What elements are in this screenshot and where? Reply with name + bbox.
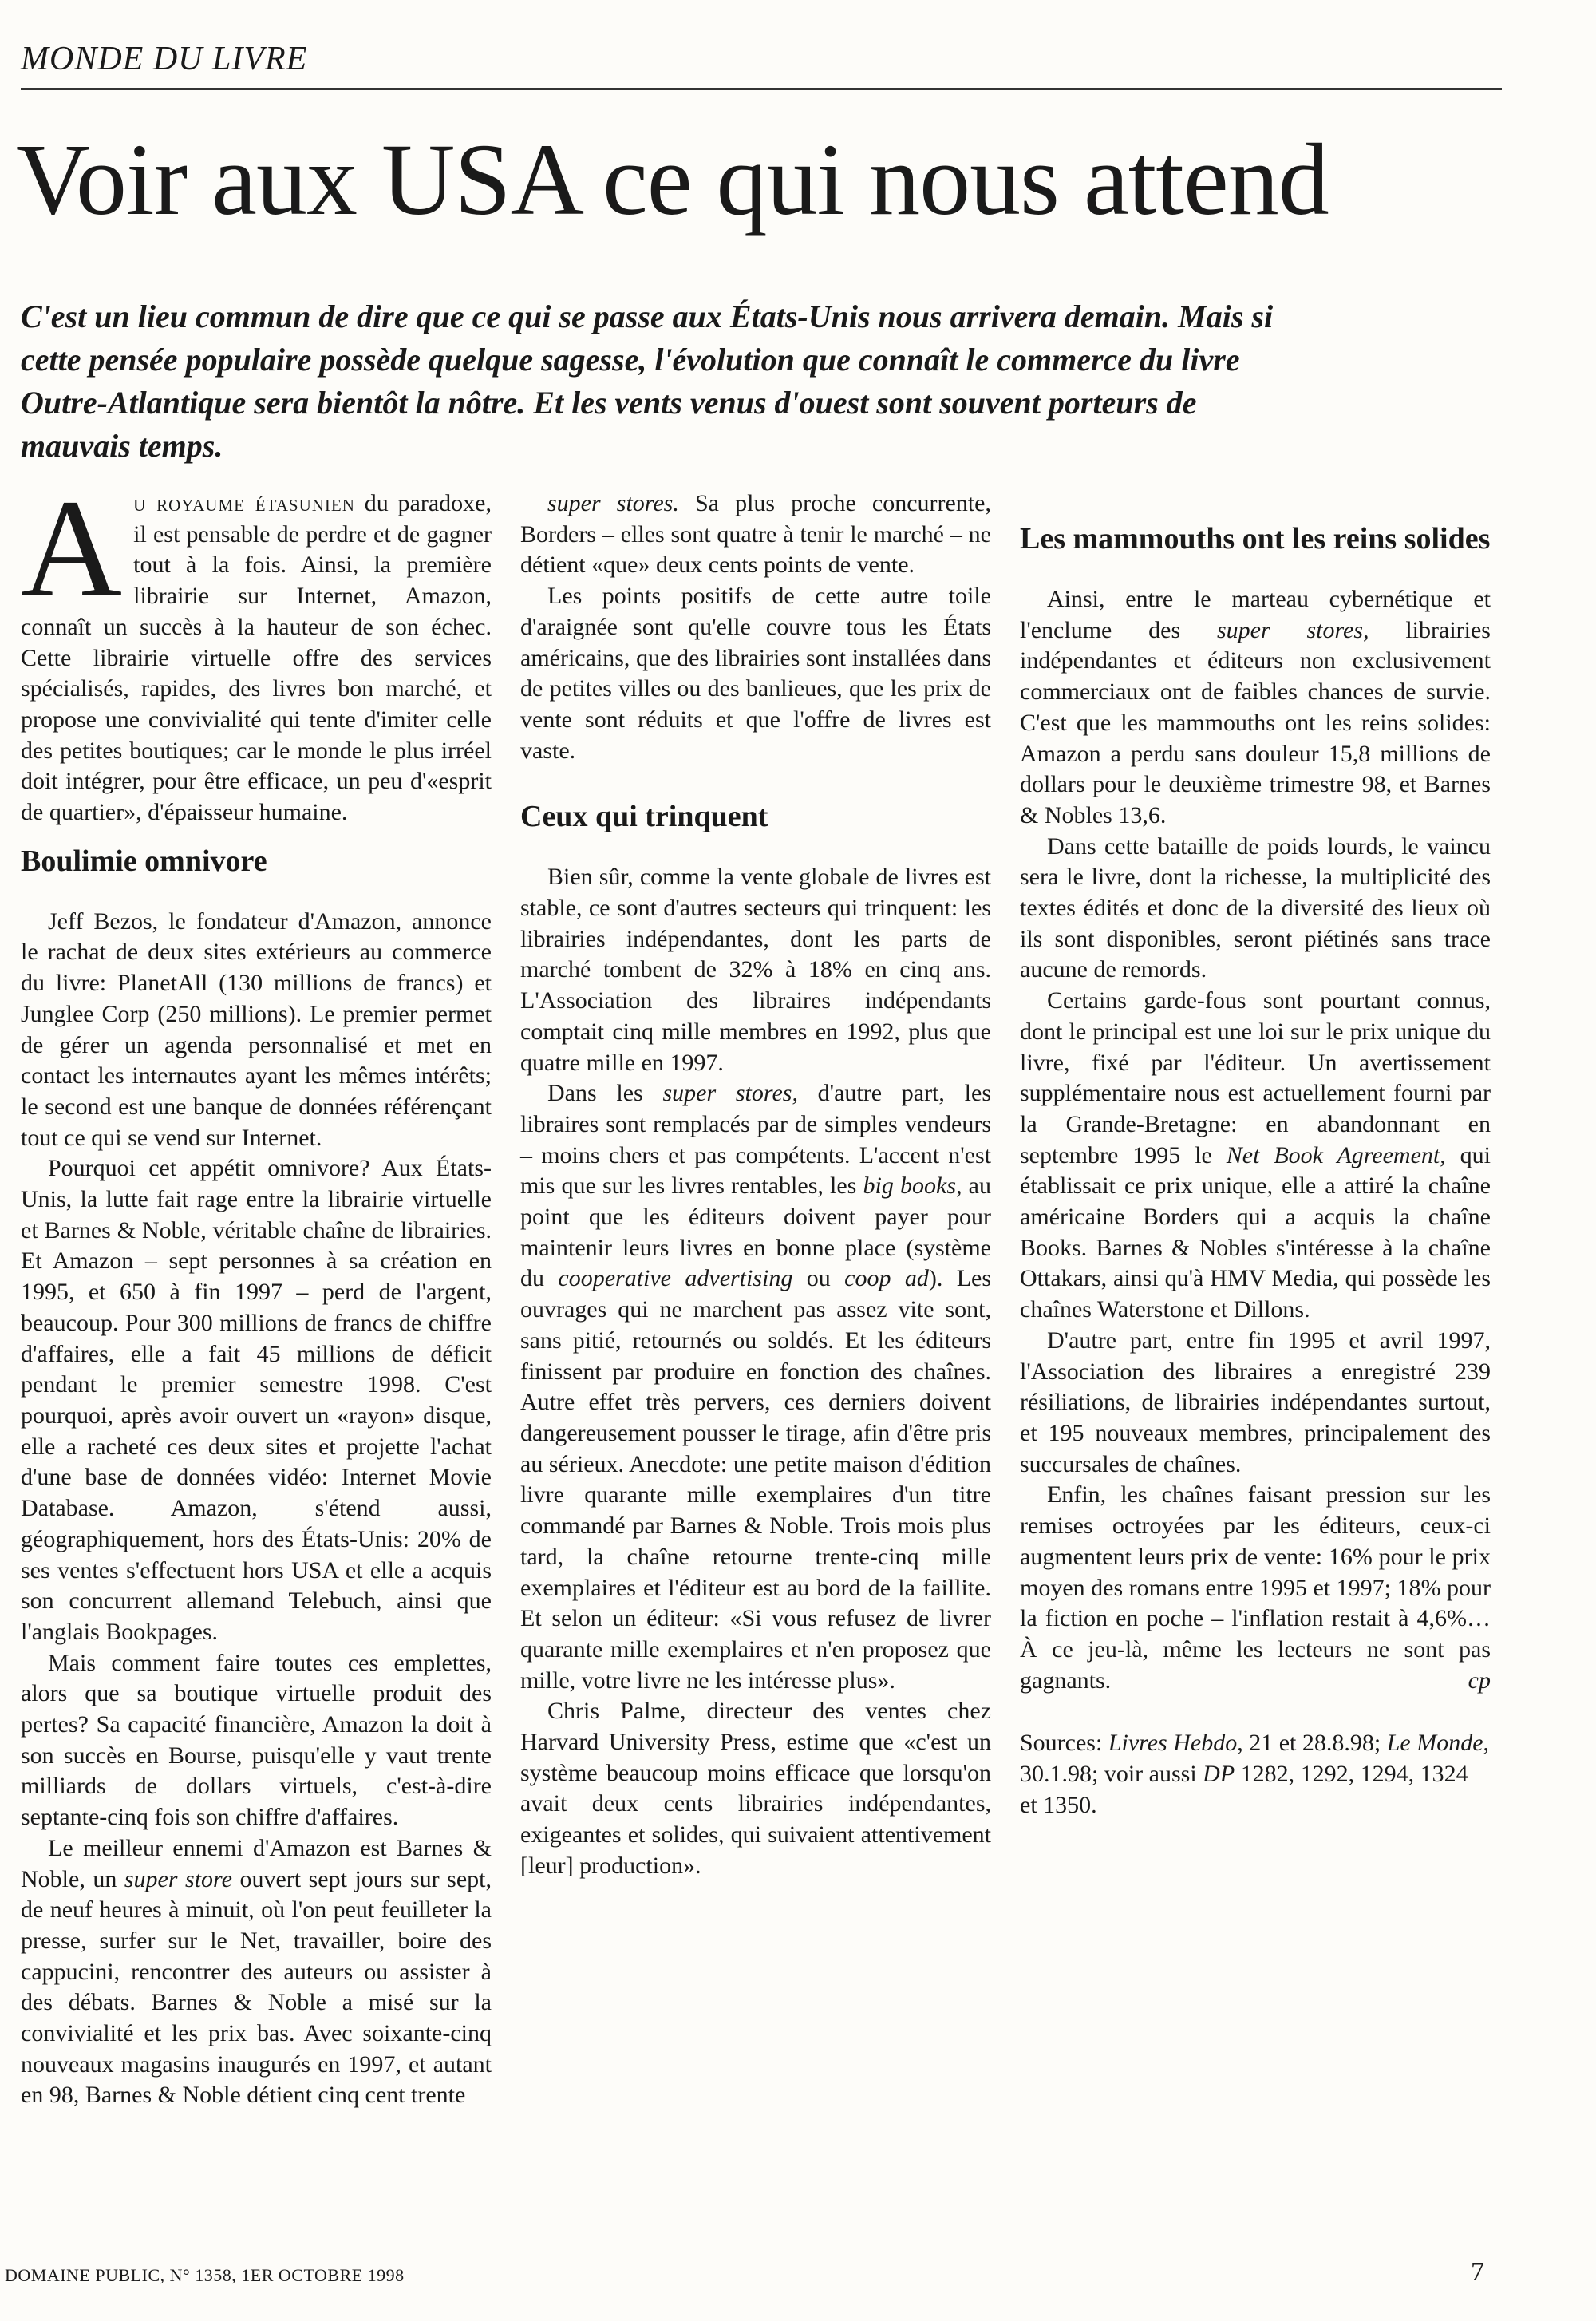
paragraph: Ainsi, entre le marteau cybernétique et l'enclume des super stores, librairies indépendantes et éditeurs non exclusivement commerciaux ont de faibles chances de survie. C'est que les mammouths ont les reins solides: Amazon a perdu sans douleur 15,8 millions de dollars pour le deuxième trimestre 98, et Barnes & Nobles 13,6. [1020, 586, 1491, 828]
paragraph: Les points positifs de cette autre toile d'araignée sont qu'elle couvre tous les États américains, que des librairies sont installées dans de petites villes ou des banlieues, que les prix de vente sont réduits et que l'offre de livres est vaste. [520, 583, 991, 764]
paragraph: Dans cette bataille de poids lourds, le vaincu sera le livre, dont la richesse, la multiplicité des textes édités et donc de la diversité des lieux où ils sont disponibles, seront piétinés sans trace aucune de remords. [1020, 832, 1491, 983]
paragraph: Jeff Bezos, le fondateur d'Amazon, annonce le rachat de deux sites extérieurs au commerce du livre: PlanetAll (130 millions de francs) et Junglee Corp (250 millions). Le premier permet de gérer un agenda personnalisé et met en contact les internautes ayant les mêmes intérêts; le second est une banque de données référençant tout ce qui se vend sur Internet. [21, 907, 492, 1151]
footer-publication: DOMAINE PUBLIC, N° 1358, 1ER OCTOBRE 1998 [5, 2265, 405, 2285]
section-heading-mammouths: Les mammouths ont les reins solides [1020, 522, 1491, 556]
section-heading-trinquent: Ceux qui trinquent [520, 800, 768, 834]
article-lede: C'est un lieu commun de dire que ce qui se passe aux États-Unis nous arrivera demain. Mais si cette pensée populaire possède quelque sagesse, l'évolution que connaît le commerce du livre Outre-Atlantique sera bientôt la nôtre. Et les vents venus d'ouest sont souvent porteurs de mauvais temps. [21, 299, 1274, 464]
drop-cap: A [21, 471, 123, 627]
paragraph: Pourquoi cet appétit omnivore? Aux États-Unis, la lutte fait rage entre la librairie virtuelle et Barnes & Noble, véritable chaîne de librairies. Et Amazon – sept personnes à sa création en 1995, et 650 à fin 1997 – perd de l'argent, beaucoup. Pour 300 millions de francs de chiffre d'affaires, elle a fait 45 millions de déficit pendant le premier semestre 1998. C'est pourquoi, après avoir ouvert un «rayon» disque, elle a racheté ces deux sites et projette l'achat d'une base de données vidéo: Internet Movie Database. Amazon, s'étend aussi, géographiquement, hors des États-Unis: 20% de ses ventes s'effectuent hors USA et elle a acquis son concurrent allemand Telebuch, ainsi que l'anglais Bookpages. [21, 1155, 492, 1645]
opening-smallcaps: u royaume étasunien [133, 490, 355, 516]
paragraph: Chris Palme, directeur des ventes chez Harvard University Press, estime que «c'est un système beaucoup moins efficace que lorsqu'on avait deux cents librairies indépendantes, exigeantes et solides, qui suivaient attentivement [leur] production». [520, 1698, 991, 1879]
opening-paragraph [21, 471, 492, 828]
paragraph: Dans les super stores, d'autre part, les libraires sont remplacés par de simples vendeurs – moins chers et pas compétents. L'accent n'est mis que sur les livres rentables, les big books, au point que les éditeurs doivent payer pour maintenir leurs livres en bonne place (système du cooperative advertising ou coop ad). Les ouvrages qui ne marchent pas assez vite sont, sans pitié, retournés ou soldés. Et les éditeurs finissent par produire en fonction des chaînes. Autre effet très pervers, ces derniers doivent dangereusement pousser le tirage, afin d'être pris au sérieux. Anecdote: une petite maison d'édition livre quarante mille exemplaires d'un titre commandé par Barnes & Noble. Trois mois plus tard, la chaîne retourne trente-cinq mille exemplaires et l'éditeur est au bord de la faillite. Et selon un éditeur: «Si vous refusez de livrer quarante mille exemplaires et n'en proposez que mille, votre livre ne les intéresse plus». [520, 1080, 992, 1694]
opening-text: du paradoxe, il est pensable de perdre et de gagner tout à la fois. Ainsi, la première librairie sur Internet, Amazon, connaît un succès à la hauteur de son échec. Cette librairie virtuelle offre des services spécialisés, rapides, des livres bon marché, et propose une convivialité qui tente d'imiter celle des petites boutiques; car le monde le plus irréel doit intégrer, pour être efficace, un peu d'«esprit de quartier», d'épaisseur humaine. [21, 490, 492, 826]
author-signature: cp [1468, 1667, 1491, 1694]
section-heading-boulimie: Boulimie omnivore [21, 844, 267, 878]
paragraph: D'autre part, entre fin 1995 et avril 1997, l'Association des libraires a enregistré 239 résiliations, de librairies indépendantes surtout, et 195 nouveaux membres, principalement des succursales de chaînes. [1020, 1327, 1491, 1477]
paragraph: Le meilleur ennemi d'Amazon est Barnes & Noble, un super store ouvert sept jours sur sept, de neuf heures à minuit, où l'on peut feuilleter la presse, surfer sur le Net, travailler, boire des cappucini, rencontrer des auteurs ou assister à des débats. Barnes & Noble a misé sur la convivialité et les prix bas. Avec soixante-cinq nouveaux magasins inaugurés en 1997, et autant en 98, Barnes & Noble détient cinq cent trente [21, 1834, 492, 2109]
article-column-1 [21, 471, 492, 2111]
article-title: Voir aux USA ce qui nous attend [16, 123, 1329, 236]
page-number: 7 [1471, 2257, 1484, 2287]
article-column-3 [1020, 488, 1491, 1821]
sources: Sources: Livres Hebdo, 21 et 28.8.98; Le Monde, 30.1.98; voir aussi DP 1282, 1292, 1294, 1324 et 1350. [1020, 1730, 1490, 1818]
paragraph: Bien sûr, comme la vente globale de livres est stable, ce sont d'autres secteurs qui trinquent: les librairies indépendantes, dont les parts de marché tombent de 32% à 18% en cinq ans. L'Association des libraires indépendants comptait cinq mille membres en 1992, plus que quatre mille en 1997. [520, 864, 991, 1076]
header-rule [21, 88, 1502, 90]
paragraph: super stores. Sa plus proche concurrente, Borders – elles sont quatre à tenir le marché – ne détient «que» deux cents points de vente. [520, 490, 991, 579]
paragraph: Enfin, les chaînes faisant pression sur les remises octroyées par les éditeurs, ceux-ci augmentent leurs prix de vente: 16% pour le prix moyen des romans entre 1995 et 1997; 18% pour la fiction en poche – l'inflation restait à 4,6%… À ce jeu-là, même les lecteurs ne sont pas gagnants. cp [1020, 1480, 1491, 1696]
section-rubric: MONDE DU LIVRE [21, 41, 308, 77]
paragraph: Mais comment faire toutes ces emplettes, alors que sa boutique virtuelle produit des pertes? Sa capacité financière, Amazon la doit à son succès en Bourse, puisqu'elle y vaut trente milliards de dollars virtuels, c'est-à-dire septante-cinq fois son chiffre d'affaires. [21, 1649, 492, 1831]
paragraph: Certains garde-fous sont pourtant connus, dont le principal est une loi sur le prix unique du livre, fixé par l'éditeur. Un avertissement supplémentaire nous est actuellement fourni par la Grande-Bretagne: en abandonnant en septembre 1995 le Net Book Agreement, qui établissait ce prix unique, elle a attiré la chaîne américaine Borders qui a acquis la chaîne Books. Barnes & Nobles s'intéresse à la chaîne Ottakars, ainsi qu'à HMV Media, qui possède les chaînes Waterstone et Dillons. [1020, 987, 1491, 1323]
article-column-2 [520, 488, 991, 1882]
